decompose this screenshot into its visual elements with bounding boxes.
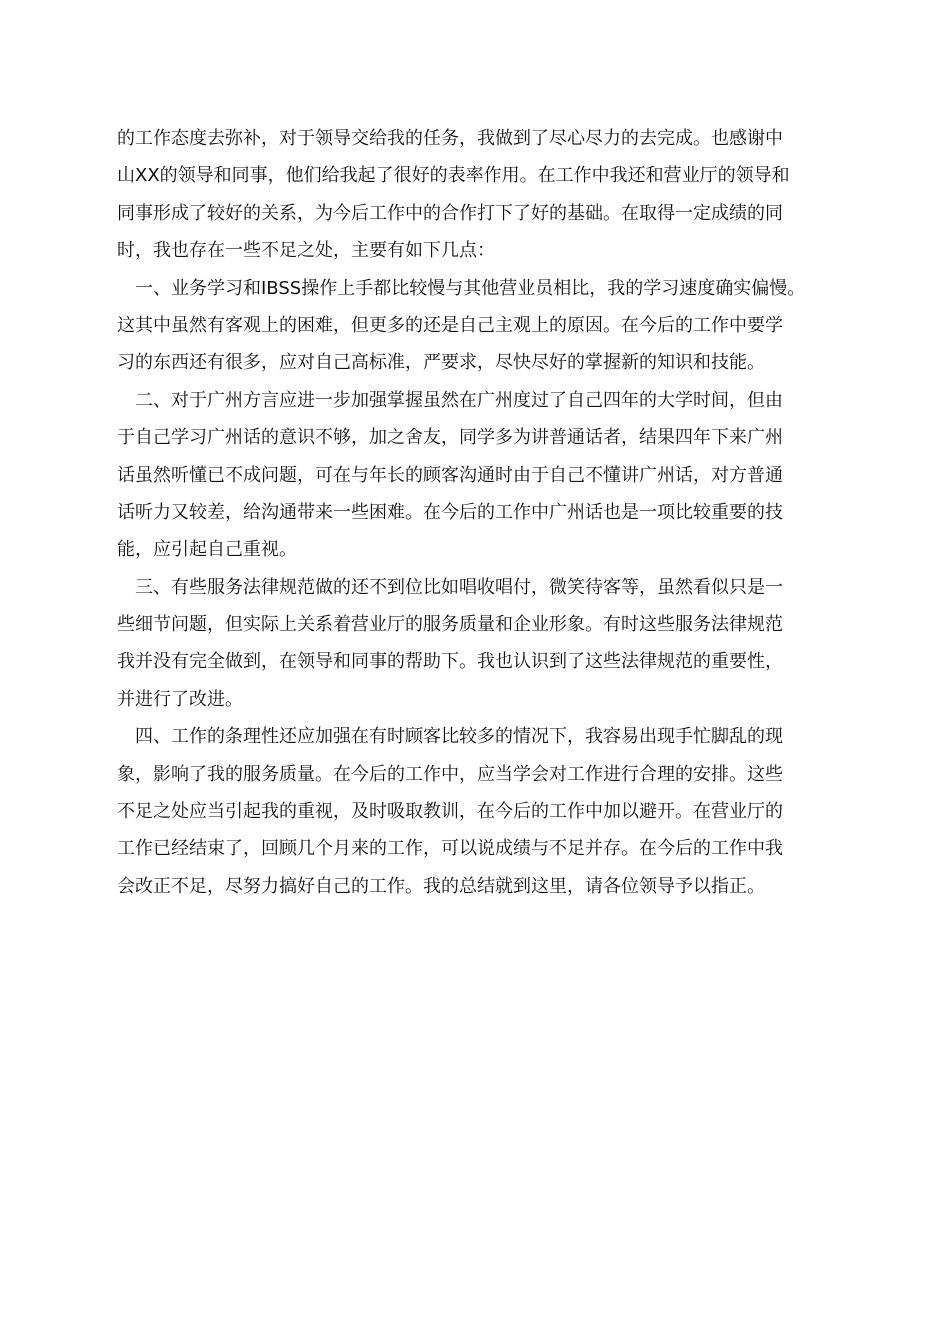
text-line: 话虽然听懂已不成问题，可在与年长的顾客沟通时由于自己不懂讲广州话，对方普通 xyxy=(117,464,783,486)
text-line: 于自己学习广州话的意识不够，加之舍友，同学多为讲普通话者，结果四年下来广州 xyxy=(117,427,783,449)
text-line: 习的东西还有很多，应对自己高标准，严要求，尽快尽好的掌握新的知识和技能。 xyxy=(117,352,765,374)
text-line: 象，影响了我的服务质量。在今后的工作中，应当学会对工作进行合理的安排。这些 xyxy=(117,763,783,785)
text-line: 我并没有完全做到，在领导和同事的帮助下。我也认识到了这些法律规范的重要性， xyxy=(117,651,783,673)
text-line: 山XX的领导和同事，他们给我起了很好的表率作用。在工作中我还和营业厅的领导和 xyxy=(117,165,790,187)
paragraph-start-line: 一、业务学习和IBSS操作上手都比较慢与其他营业员相比，我的学习速度确实偏慢。 xyxy=(135,277,806,299)
paragraph-start-line: 三、有些服务法律规范做的还不到位比如唱收唱付，微笑待客等，虽然看似只是一 xyxy=(135,576,783,598)
body-text xyxy=(117,120,857,905)
paragraph-start-line: 二、对于广州方言应进一步加强掌握虽然在广州度过了自己四年的大学时间，但由 xyxy=(135,389,783,411)
text-line: 会改正不足，尽努力搞好自己的工作。我的总结就到这里，请各位领导予以指正。 xyxy=(117,875,765,897)
text-line: 不足之处应当引起我的重视，及时吸取教训，在今后的工作中加以避开。在营业厅的 xyxy=(117,801,783,823)
text-line: 工作已经结束了，回顾几个月来的工作，可以说成绩与不足并存。在今后的工作中我 xyxy=(117,838,783,860)
text-line: 同事形成了较好的关系，为今后工作中的合作打下了好的基础。在取得一定成绩的同 xyxy=(117,202,783,224)
text-line: 这其中虽然有客观上的困难，但更多的还是自己主观上的原因。在今后的工作中要学 xyxy=(117,314,783,336)
text-line: 时，我也存在一些不足之处，主要有如下几点： xyxy=(117,240,495,262)
text-line: 并进行了改进。 xyxy=(117,688,243,710)
text-line: 的工作态度去弥补，对于领导交给我的任务，我做到了尽心尽力的去完成。也感谢中 xyxy=(117,128,783,149)
text-line: 话听力又较差，给沟通带来一些困难。在今后的工作中广州话也是一项比较重要的技 xyxy=(117,501,783,523)
paragraph-start-line: 四、工作的条理性还应加强在有时顾客比较多的情况下，我容易出现手忙脚乱的现 xyxy=(135,726,783,748)
text-line: 能，应引起自己重视。 xyxy=(117,539,297,561)
text-line: 些细节问题，但实际上关系着营业厅的服务质量和企业形象。有时这些服务法律规范 xyxy=(117,614,783,636)
